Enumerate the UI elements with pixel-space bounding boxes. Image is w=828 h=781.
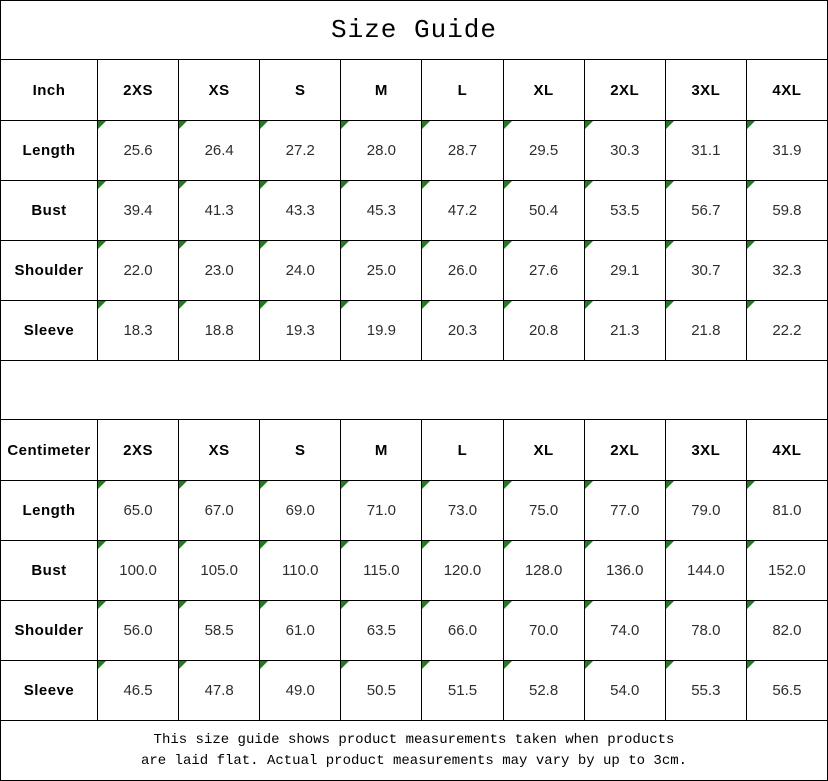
- green-corner-triangle-icon: [179, 301, 187, 309]
- value-cell: [503, 301, 584, 361]
- value-text: 30.3: [610, 142, 640, 159]
- value-text: 120.0: [443, 562, 482, 579]
- size-header: M: [341, 60, 422, 121]
- value-text: 53.5: [610, 202, 640, 219]
- value-cell: [665, 121, 746, 181]
- value-text: 54.0: [610, 682, 640, 699]
- value-text: 110.0: [282, 562, 319, 579]
- value-cell: [260, 541, 341, 601]
- value-cell: [503, 481, 584, 541]
- value-cell: [341, 181, 422, 241]
- unit-label: Inch: [1, 60, 98, 121]
- value-cell: [422, 121, 503, 181]
- value-cell: [260, 241, 341, 301]
- value-cell: [341, 601, 422, 661]
- size-header: 2XS: [98, 420, 179, 481]
- size-header: L: [422, 420, 503, 481]
- value-cell: [584, 661, 665, 721]
- green-corner-triangle-icon: [98, 601, 106, 609]
- footer-note: [0, 720, 828, 781]
- value-text: 100.0: [119, 562, 157, 579]
- green-corner-triangle-icon: [585, 661, 593, 669]
- table-row: [1, 181, 828, 241]
- value-text: 28.7: [447, 142, 478, 159]
- green-corner-triangle-icon: [666, 601, 674, 609]
- value-cell: [422, 181, 503, 241]
- green-corner-triangle-icon: [585, 601, 593, 609]
- value-text: 23.0: [204, 262, 234, 279]
- value-cell: [746, 181, 827, 241]
- value-text: 65.0: [123, 502, 153, 519]
- value-text: 21.8: [691, 322, 721, 339]
- value-text: 30.7: [691, 262, 721, 279]
- value-cell: [746, 541, 827, 601]
- green-corner-triangle-icon: [666, 301, 674, 309]
- green-corner-triangle-icon: [179, 541, 187, 549]
- table-row: [1, 541, 828, 601]
- size-header-row: [1, 60, 828, 121]
- row-label: Shoulder: [1, 601, 98, 661]
- value-cell: [665, 181, 746, 241]
- row-label: Sleeve: [1, 661, 98, 721]
- green-corner-triangle-icon: [422, 181, 430, 189]
- value-cell: [260, 481, 341, 541]
- value-cell: [260, 181, 341, 241]
- table-row: [1, 481, 828, 541]
- green-corner-triangle-icon: [179, 601, 187, 609]
- green-corner-triangle-icon: [504, 481, 512, 489]
- green-corner-triangle-icon: [260, 301, 268, 309]
- green-corner-triangle-icon: [747, 121, 755, 129]
- value-cell: [179, 481, 260, 541]
- green-corner-triangle-icon: [260, 181, 268, 189]
- value-cell: [746, 301, 827, 361]
- size-header: S: [260, 420, 341, 481]
- value-cell: [584, 481, 665, 541]
- row-label: Shoulder: [1, 241, 98, 301]
- size-header: 3XL: [665, 60, 746, 121]
- value-text: 56.5: [772, 682, 802, 699]
- value-text: 73.0: [447, 502, 478, 519]
- value-text: 67.0: [204, 502, 234, 519]
- value-text: 82.0: [772, 622, 802, 639]
- value-text: 59.8: [772, 202, 802, 219]
- value-cell: [422, 301, 503, 361]
- table-row: [1, 661, 828, 721]
- value-cell: [503, 601, 584, 661]
- green-corner-triangle-icon: [341, 121, 349, 129]
- value-text: 20.3: [447, 322, 478, 339]
- value-text: 26.4: [204, 142, 234, 159]
- inch-size-table: [0, 59, 828, 361]
- size-header: 4XL: [746, 60, 827, 121]
- value-text: 58.5: [204, 622, 234, 639]
- green-corner-triangle-icon: [422, 601, 430, 609]
- value-text: 81.0: [772, 502, 802, 519]
- value-text: 144.0: [687, 562, 725, 579]
- size-header: 2XL: [584, 60, 665, 121]
- value-cell: [584, 601, 665, 661]
- green-corner-triangle-icon: [422, 121, 430, 129]
- green-corner-triangle-icon: [260, 601, 268, 609]
- value-text: 27.2: [285, 142, 315, 159]
- green-corner-triangle-icon: [341, 481, 349, 489]
- green-corner-triangle-icon: [341, 541, 349, 549]
- size-header: S: [260, 60, 341, 121]
- green-corner-triangle-icon: [179, 481, 187, 489]
- value-cell: [665, 301, 746, 361]
- green-corner-triangle-icon: [260, 121, 268, 129]
- value-cell: [422, 601, 503, 661]
- row-label: Length: [1, 481, 98, 541]
- green-corner-triangle-icon: [179, 181, 187, 189]
- green-corner-triangle-icon: [747, 661, 755, 669]
- value-cell: [179, 541, 260, 601]
- value-cell: [503, 541, 584, 601]
- value-text: 77.0: [610, 502, 640, 519]
- footer-note-line1: This size guide shows product measurements taken when products: [153, 732, 675, 749]
- value-cell: [584, 181, 665, 241]
- table-row: [1, 241, 828, 301]
- green-corner-triangle-icon: [504, 301, 512, 309]
- value-cell: [503, 241, 584, 301]
- table-row: [1, 301, 828, 361]
- value-cell: [98, 121, 179, 181]
- value-cell: [179, 301, 260, 361]
- green-corner-triangle-icon: [585, 301, 593, 309]
- value-text: 24.0: [285, 262, 315, 279]
- green-corner-triangle-icon: [747, 301, 755, 309]
- green-corner-triangle-icon: [422, 481, 430, 489]
- value-text: 47.2: [447, 202, 478, 219]
- value-text: 39.4: [123, 202, 153, 219]
- value-text: 69.0: [285, 502, 315, 519]
- value-cell: [746, 241, 827, 301]
- green-corner-triangle-icon: [747, 541, 755, 549]
- value-text: 21.3: [610, 322, 640, 339]
- value-text: 74.0: [610, 622, 640, 639]
- value-text: 27.6: [529, 262, 559, 279]
- value-cell: [584, 121, 665, 181]
- value-cell: [584, 541, 665, 601]
- value-text: 18.8: [204, 322, 234, 339]
- green-corner-triangle-icon: [98, 181, 106, 189]
- value-text: 52.8: [529, 682, 559, 699]
- value-cell: [584, 241, 665, 301]
- green-corner-triangle-icon: [341, 601, 349, 609]
- value-text: 47.8: [204, 682, 234, 699]
- value-cell: [503, 121, 584, 181]
- value-text: 49.0: [285, 682, 315, 699]
- value-text: 29.1: [610, 262, 640, 279]
- size-header: XL: [503, 60, 584, 121]
- green-corner-triangle-icon: [666, 181, 674, 189]
- value-cell: [665, 601, 746, 661]
- green-corner-triangle-icon: [504, 541, 512, 549]
- green-corner-triangle-icon: [98, 121, 106, 129]
- value-text: 22.0: [123, 262, 153, 279]
- green-corner-triangle-icon: [585, 481, 593, 489]
- green-corner-triangle-icon: [666, 661, 674, 669]
- value-text: 71.0: [366, 502, 396, 519]
- value-text: 19.9: [366, 322, 396, 339]
- value-text: 79.0: [691, 502, 721, 519]
- value-cell: [98, 601, 179, 661]
- value-cell: [179, 241, 260, 301]
- green-corner-triangle-icon: [260, 541, 268, 549]
- value-cell: [98, 301, 179, 361]
- value-text: 26.0: [447, 262, 478, 279]
- size-header: M: [341, 420, 422, 481]
- value-cell: [422, 661, 503, 721]
- green-corner-triangle-icon: [98, 661, 106, 669]
- green-corner-triangle-icon: [747, 181, 755, 189]
- row-label: Length: [1, 121, 98, 181]
- green-corner-triangle-icon: [585, 181, 593, 189]
- value-cell: [746, 661, 827, 721]
- value-cell: [665, 661, 746, 721]
- value-cell: [422, 241, 503, 301]
- value-text: 115.0: [363, 562, 400, 579]
- value-text: 43.3: [285, 202, 315, 219]
- green-corner-triangle-icon: [98, 541, 106, 549]
- green-corner-triangle-icon: [747, 601, 755, 609]
- green-corner-triangle-icon: [666, 481, 674, 489]
- value-text: 31.1: [691, 142, 721, 159]
- green-corner-triangle-icon: [260, 241, 268, 249]
- green-corner-triangle-icon: [666, 541, 674, 549]
- value-text: 25.0: [366, 262, 396, 279]
- value-text: 50.4: [529, 202, 559, 219]
- green-corner-triangle-icon: [747, 241, 755, 249]
- value-text: 136.0: [605, 562, 644, 579]
- green-corner-triangle-icon: [179, 241, 187, 249]
- value-cell: [260, 661, 341, 721]
- value-cell: [503, 181, 584, 241]
- value-cell: [98, 661, 179, 721]
- green-corner-triangle-icon: [422, 241, 430, 249]
- value-text: 19.3: [285, 322, 315, 339]
- value-cell: [422, 481, 503, 541]
- table-row: [1, 121, 828, 181]
- value-cell: [746, 481, 827, 541]
- table-row: [1, 601, 828, 661]
- value-cell: [179, 661, 260, 721]
- green-corner-triangle-icon: [504, 181, 512, 189]
- value-cell: [341, 241, 422, 301]
- value-text: 61.0: [285, 622, 315, 639]
- green-corner-triangle-icon: [666, 241, 674, 249]
- value-cell: [746, 121, 827, 181]
- value-text: 63.5: [366, 622, 396, 639]
- value-text: 45.3: [366, 202, 396, 219]
- value-text: 152.0: [768, 562, 806, 579]
- table-separator: [0, 361, 828, 420]
- green-corner-triangle-icon: [422, 301, 430, 309]
- value-text: 56.7: [691, 202, 721, 219]
- value-cell: [665, 481, 746, 541]
- size-header: 2XL: [584, 420, 665, 481]
- value-text: 56.0: [123, 622, 153, 639]
- green-corner-triangle-icon: [341, 181, 349, 189]
- size-header-row: [1, 420, 828, 481]
- value-text: 51.5: [447, 682, 478, 699]
- value-cell: [260, 121, 341, 181]
- green-corner-triangle-icon: [260, 481, 268, 489]
- green-corner-triangle-icon: [504, 121, 512, 129]
- value-text: 18.3: [123, 322, 153, 339]
- value-cell: [98, 241, 179, 301]
- value-text: 41.3: [204, 202, 234, 219]
- value-cell: [179, 121, 260, 181]
- row-label: Bust: [1, 181, 98, 241]
- value-text: 29.5: [529, 142, 559, 159]
- value-text: 46.5: [123, 682, 153, 699]
- value-cell: [746, 601, 827, 661]
- value-text: 28.0: [366, 142, 396, 159]
- size-header: XS: [179, 420, 260, 481]
- row-label: Sleeve: [1, 301, 98, 361]
- value-cell: [260, 301, 341, 361]
- green-corner-triangle-icon: [341, 661, 349, 669]
- size-header: 2XS: [98, 60, 179, 121]
- size-header: XL: [503, 420, 584, 481]
- green-corner-triangle-icon: [422, 661, 430, 669]
- value-cell: [98, 181, 179, 241]
- value-text: 20.8: [529, 322, 559, 339]
- centimeter-size-table: [0, 419, 828, 721]
- value-cell: [341, 661, 422, 721]
- size-header: 4XL: [746, 420, 827, 481]
- value-text: 105.0: [200, 562, 238, 579]
- value-cell: [584, 301, 665, 361]
- value-cell: [260, 601, 341, 661]
- green-corner-triangle-icon: [666, 121, 674, 129]
- green-corner-triangle-icon: [341, 241, 349, 249]
- green-corner-triangle-icon: [179, 121, 187, 129]
- value-cell: [98, 481, 179, 541]
- footer-note-line2: are laid flat. Actual product measurements may vary by up to 3cm.: [140, 752, 688, 769]
- value-cell: [665, 241, 746, 301]
- green-corner-triangle-icon: [585, 121, 593, 129]
- value-cell: [341, 481, 422, 541]
- size-header: L: [422, 60, 503, 121]
- green-corner-triangle-icon: [747, 481, 755, 489]
- green-corner-triangle-icon: [504, 601, 512, 609]
- value-text: 78.0: [691, 622, 721, 639]
- green-corner-triangle-icon: [504, 661, 512, 669]
- green-corner-triangle-icon: [98, 301, 106, 309]
- value-cell: [179, 601, 260, 661]
- value-cell: [341, 301, 422, 361]
- green-corner-triangle-icon: [98, 241, 106, 249]
- value-text: 22.2: [772, 322, 802, 339]
- green-corner-triangle-icon: [504, 241, 512, 249]
- value-text: 32.3: [772, 262, 802, 279]
- value-text: 75.0: [529, 502, 559, 519]
- value-text: 55.3: [691, 682, 721, 699]
- value-cell: [341, 541, 422, 601]
- green-corner-triangle-icon: [260, 661, 268, 669]
- green-corner-triangle-icon: [98, 481, 106, 489]
- value-cell: [665, 541, 746, 601]
- page-title: Size Guide: [0, 0, 828, 60]
- value-text: 31.9: [772, 142, 802, 159]
- row-label: Bust: [1, 541, 98, 601]
- value-text: 128.0: [524, 562, 563, 579]
- value-text: 25.6: [123, 142, 153, 159]
- green-corner-triangle-icon: [422, 541, 430, 549]
- green-corner-triangle-icon: [585, 241, 593, 249]
- green-corner-triangle-icon: [585, 541, 593, 549]
- value-cell: [503, 661, 584, 721]
- value-text: 66.0: [447, 622, 478, 639]
- value-text: 70.0: [529, 622, 559, 639]
- green-corner-triangle-icon: [179, 661, 187, 669]
- size-header: XS: [179, 60, 260, 121]
- value-cell: [341, 121, 422, 181]
- value-cell: [422, 541, 503, 601]
- value-text: 50.5: [366, 682, 396, 699]
- unit-label: Centimeter: [1, 420, 98, 481]
- value-cell: [98, 541, 179, 601]
- size-header: 3XL: [665, 420, 746, 481]
- green-corner-triangle-icon: [341, 301, 349, 309]
- value-cell: [179, 181, 260, 241]
